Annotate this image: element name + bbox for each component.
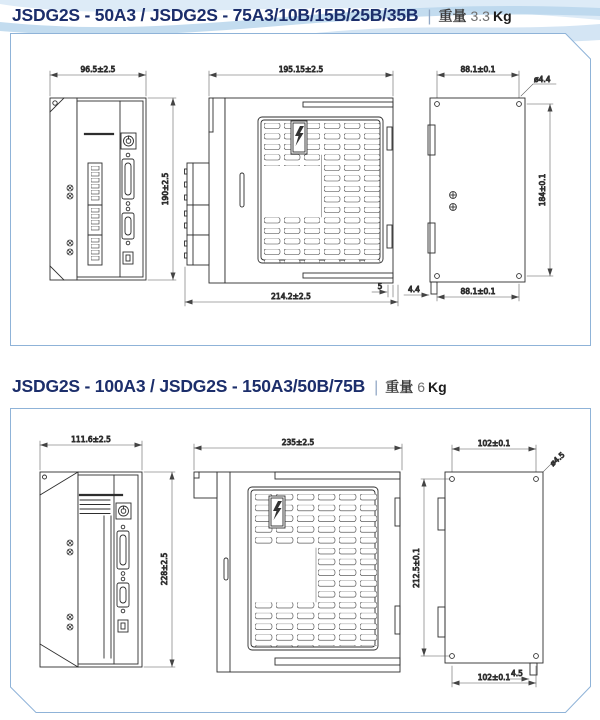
section2-drawing-panel: [10, 408, 591, 713]
title-separator: |: [374, 379, 379, 396]
section2-title: [12, 376, 447, 397]
front-width-dim: 111.6±2.5: [71, 435, 111, 444]
side-depth-dim: 235±2.5: [281, 438, 315, 447]
side-total-depth-dim: 214.2±2.5: [271, 292, 311, 301]
section1-weight-value: 3.3: [470, 8, 490, 24]
section1-title: [12, 5, 512, 26]
hole-span-bottom-dim: 88.1±0.1: [460, 287, 496, 296]
section1-weight-unit: Kg: [492, 8, 512, 24]
front-height-dim: 190±2.5: [161, 172, 170, 206]
warning-label: [291, 121, 307, 154]
hole-span-dim: 88.1±0.1: [460, 65, 496, 74]
hole-diameter-dim: ø4.5: [548, 450, 567, 469]
section2-weight-value: 6: [417, 379, 426, 395]
side-view-large-drive: [194, 438, 402, 672]
hole-span-dim: 102±0.1: [477, 439, 511, 448]
vent-grid: [258, 117, 383, 263]
section2-model-name: JSDG2S - 100A3 / JSDG2S - 150A3/50B/75B: [12, 376, 366, 396]
front-height-dim: 228±2.5: [160, 552, 169, 586]
slot-width-dim: 4.5: [511, 669, 523, 678]
warning-label: [269, 496, 285, 528]
back-plate-offset-dim: 5: [377, 282, 383, 291]
hole-pitch-height-dim: 184±0.1: [538, 173, 547, 207]
section1-drawing-panel: [10, 33, 591, 346]
hole-pitch-height-dim: 212.5±0.1: [412, 548, 421, 588]
front-width-dim: 96.5±2.5: [80, 65, 116, 74]
section1-weight-label: 重量: [438, 8, 467, 24]
section1-model-name: JSDG2S - 50A3 / JSDG2S - 75A3/10B/15B/25B/35B: [12, 5, 419, 25]
hole-diameter-dim: ø4.4: [534, 75, 551, 84]
hole-span-bottom-dim: 102±0.1: [477, 673, 511, 682]
side-connector-blocks: [185, 163, 210, 265]
side-depth-dim: 195.15±2.5: [278, 65, 324, 74]
section2-weight-unit: Kg: [428, 379, 447, 395]
slot-width-dim: 4.4: [408, 285, 420, 294]
vent-grid: [248, 487, 378, 650]
title-separator: |: [427, 8, 432, 25]
section2-weight-label: 重量: [385, 379, 414, 395]
side-view-small-drive: [185, 65, 399, 306]
